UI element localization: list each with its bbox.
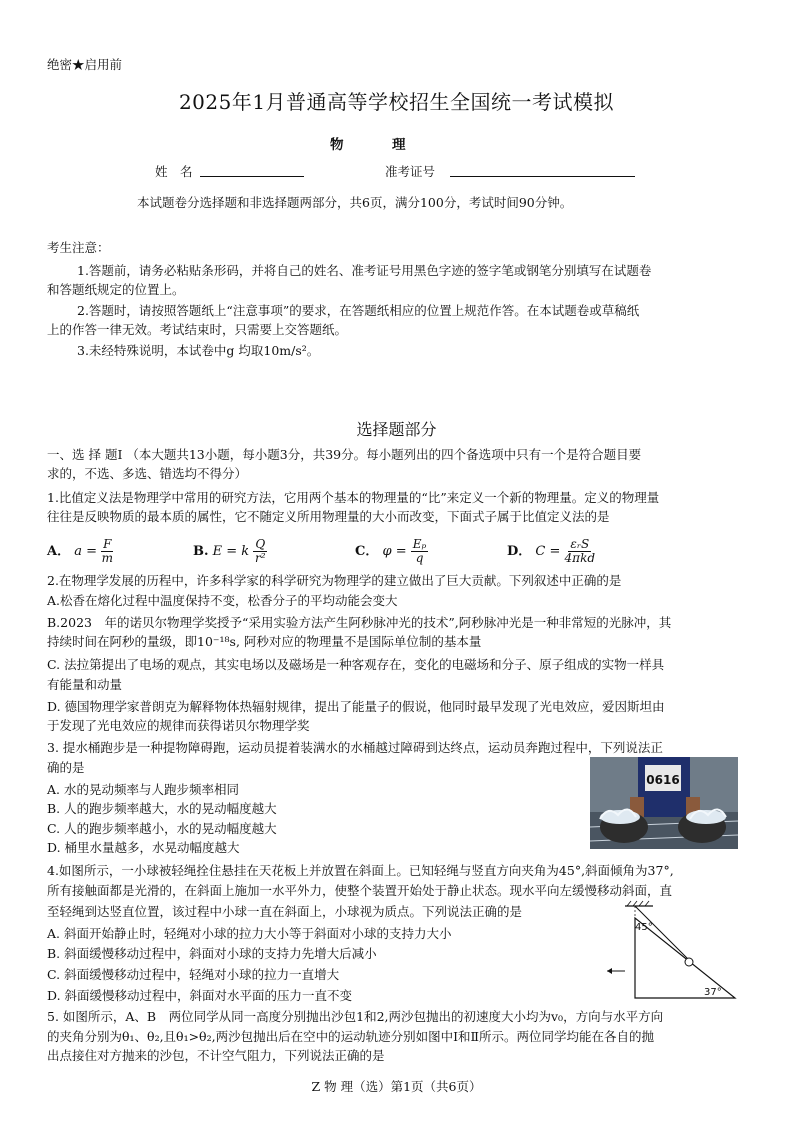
- question-2-option[interactable]: D. 德国物理学家普朗克为解释物体热辐射规律，提出了能量子的假说，他同时最早发现了光电效应，爱因斯坦由: [47, 699, 665, 714]
- q1-option-b[interactable]: [193, 538, 267, 565]
- section-title: 选择题部分: [356, 420, 437, 439]
- notice-line: 和答题纸规定的位置上。: [47, 282, 185, 297]
- question-5-text: 5. 如图所示，A、B 两位同学从同一高度分别抛出沙包1和2,两沙包抛出的初速度大小均为v₀，方向与水平方向: [47, 1009, 664, 1024]
- question-4-text: 4.如图所示，一小球被轻绳拴住悬挂在天花板上并放置在斜面上。已知轻绳与竖直方向夹角为45°,斜面倾角为37°,: [47, 863, 674, 878]
- question-2-option[interactable]: C. 法拉第提出了电场的观点，其实电场以及磁场是一种客观存在，变化的电磁场和分子、原子组成的实物一样具: [47, 657, 665, 672]
- formula-lhs: φ =: [382, 544, 407, 559]
- runner-photo: [590, 757, 738, 849]
- question-4-text: 所有接触面都是光滑的，在斜面上施加一水平外力，使整个装置开始处于静止状态。现水平向左缓慢移动斜面，直: [47, 883, 673, 898]
- part-instructions: 求的，不选、多选、错选均不得分）: [47, 466, 248, 481]
- question-2-text: 2.在物理学发展的历程中，许多科学家的科学研究为物理学的建立做出了巨大贡献。下列叙述中正确的是: [47, 573, 622, 588]
- part-instructions: 一、选 择 题Ⅰ （本大题共13小题，每小题3分，共39分。每小题列出的四个备选项中只有一个是符合题目要: [47, 447, 642, 462]
- denominator: q: [415, 551, 424, 565]
- fraction: [253, 538, 267, 565]
- option-label: B.: [193, 544, 209, 559]
- exam-title: 2025年1月普通高等学校招生全国统一考试模拟: [178, 90, 615, 114]
- q1-option-a[interactable]: [47, 538, 113, 565]
- notice-line: 上的作答一律无效。考试结束时，只需要上交答题纸。: [47, 322, 348, 337]
- id-field[interactable]: [450, 162, 635, 177]
- numerator: εᵣS: [570, 537, 590, 551]
- incline: [635, 918, 735, 998]
- ball: [685, 958, 693, 966]
- notice-line: 3.未经特殊说明，本试卷中g 均取10m/s²。: [77, 343, 320, 358]
- question-2-option: 于发现了光电效应的规律而获得诺贝尔物理学奖: [47, 718, 310, 733]
- question-2-option: 持续时间在阿秒的量级，即10⁻¹⁸s, 阿秒对应的物理量不是国际单位制的基本量: [47, 634, 482, 649]
- question-1-text: 1.比值定义法是物理学中常用的研究方法，它用两个基本的物理量的“比”来定义一个新的物理量。定义的物理量: [47, 490, 660, 505]
- rope-angle-label: 45°: [635, 922, 653, 933]
- question-4-option[interactable]: A. 斜面开始静止时，轻绳对小球的拉力大小等于斜面对小球的支持力大小: [47, 926, 452, 941]
- denominator: m: [101, 551, 114, 565]
- fraction: [565, 538, 595, 565]
- confidential-mark: 绝密★启用前: [47, 57, 123, 72]
- notice-heading: 考生注意：: [47, 240, 110, 255]
- option-label: A．: [47, 544, 71, 559]
- denominator: r²: [254, 551, 266, 565]
- option-label: C．: [355, 544, 379, 559]
- question-3-text: 确的是: [47, 760, 85, 775]
- q1-option-c[interactable]: [355, 538, 428, 565]
- page-footer: Z 物 理（选）第1页（共6页）: [311, 1079, 482, 1094]
- question-2-option[interactable]: A.松香在熔化过程中温度保持不变，松香分子的平均动能会变大: [47, 593, 398, 608]
- question-1-text: 往往是反映物质的最本质的属性，它不随定义所用物理量的大小而改变，下面式子属于比值定义法的是: [47, 509, 610, 524]
- incline-diagram: [605, 898, 745, 1000]
- question-4-text: 至轻绳到达竖直位置，该过程中小球一直在斜面上，小球视为质点。下列说法正确的是: [47, 904, 523, 919]
- numerator: Eₚ: [412, 537, 427, 551]
- exam-info: 本试题卷分选择题和非选择题两部分，共6页，满分100分，考试时间90分钟。: [137, 195, 573, 210]
- denominator: 4πkd: [564, 551, 596, 565]
- question-4-option[interactable]: D. 斜面缓慢移动过程中，斜面对水平面的压力一直不变: [47, 988, 353, 1003]
- question-3-option[interactable]: D. 桶里水量越多，水晃动幅度越大: [47, 840, 240, 855]
- question-3-option[interactable]: B. 人的跑步频率越大，水的晃动幅度越大: [47, 801, 277, 816]
- question-5-text: 出点接住对方抛来的沙包，不计空气阻力，下列说法正确的是: [47, 1048, 385, 1063]
- id-label: 准考证号: [385, 164, 436, 179]
- question-2-option[interactable]: B.2023 年的诺贝尔物理学奖授予“采用实验方法产生阿秒脉冲光的技术”,阿秒脉冲光是一种非常短的光脉冲，其: [47, 615, 672, 630]
- question-4-option[interactable]: C. 斜面缓慢移动过程中，轻绳对小球的拉力一直增大: [47, 967, 340, 982]
- question-5-text: 的夹角分别为θ₁、θ₂,且θ₁>θ₂,两沙包抛出后在空中的运动轨迹分别如图中Ⅰ和Ⅱ所示。两位同学均能在各自的抛: [47, 1029, 655, 1044]
- notice-line: 1.答题前，请务必粘贴条形码，并将自己的姓名、准考证号用黑色字迹的签字笔或钢笔分别填写在试题卷: [77, 263, 652, 278]
- slope-angle-label: 37°: [704, 987, 722, 998]
- formula-lhs: E = k: [212, 544, 250, 559]
- question-3-option[interactable]: C. 人的跑步频率越小，水的晃动幅度越大: [47, 821, 277, 836]
- question-3-text: 3. 提水桶跑步是一种提物障碍跑，运动员提着装满水的水桶越过障碍到达终点，运动员奔跑过程中，下列说法正: [47, 740, 663, 755]
- numerator: F: [103, 537, 112, 551]
- bib-number: 0616: [646, 773, 680, 787]
- arrow-head-icon: [607, 968, 612, 974]
- option-label: D．: [507, 544, 532, 559]
- notice-line: 2.答题时，请按照答题纸上“注意事项”的要求，在答题纸相应的位置上规范作答。在本试题卷或草稿纸: [77, 303, 640, 318]
- numerator: Q: [255, 537, 266, 551]
- question-2-option: 有能量和动量: [47, 677, 123, 692]
- ceiling-hatch: [627, 901, 649, 906]
- question-3-option[interactable]: A. 水的晃动频率与人跑步频率相同: [47, 782, 239, 797]
- fraction: [411, 538, 429, 565]
- formula-lhs: a =: [74, 544, 98, 559]
- name-label: 姓 名: [155, 164, 193, 179]
- subject-heading: 物 理: [330, 137, 408, 153]
- question-4-option[interactable]: B. 斜面缓慢移动过程中，斜面对小球的支持力先增大后减小: [47, 946, 377, 961]
- formula-lhs: C =: [535, 544, 561, 559]
- name-field[interactable]: [200, 162, 304, 177]
- fraction: [101, 538, 113, 565]
- q1-option-d[interactable]: [507, 538, 595, 565]
